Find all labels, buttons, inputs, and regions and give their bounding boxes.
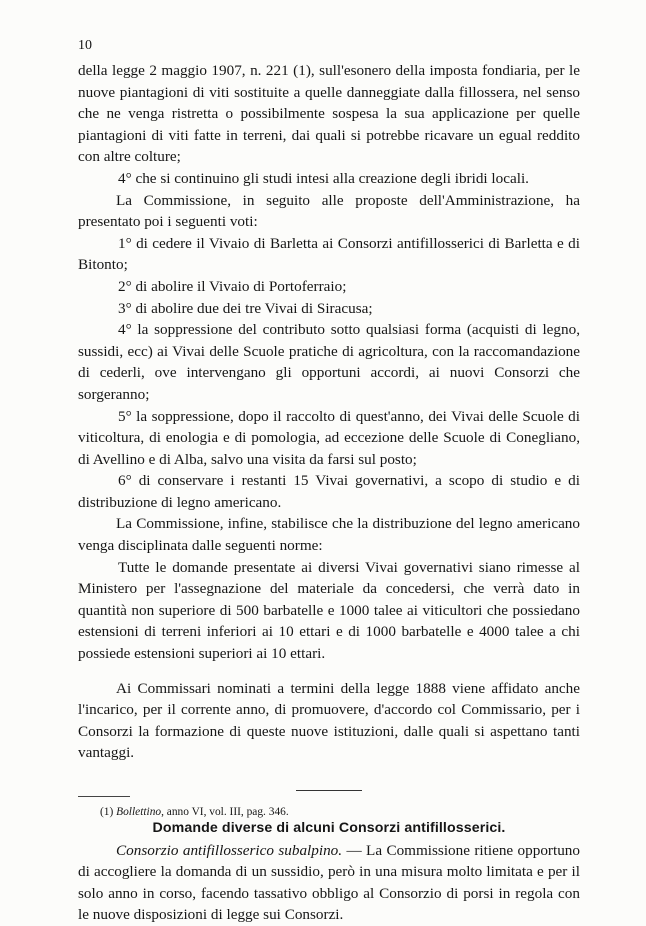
paragraph-commissioners: Ai Commissari nominati a termini della legge 1888 viene affidato anche l'incarico, per il corrente anno, di promuovere, d'accordo col Commissario, per i Consorzi la formazione di queste nuove istituzioni, dalle quali si aspettano tanti vantaggi. xyxy=(78,679,580,762)
page-number: 10 xyxy=(78,38,92,53)
consortium-name: Consorzio antifillosserico subalpino. xyxy=(116,841,343,859)
footnote-marker: (1) xyxy=(100,806,114,818)
section-title: Domande diverse di alcuni Consorzi antifillosserici. xyxy=(152,820,506,836)
vote-item-3: 3° di abolire due dei tre Vivai di Siracusa; xyxy=(118,299,373,317)
vote-item-1: 1° di cedere il Vivaio di Barletta ai Consorzi antifillosserici di Barletta e di Bitonto; xyxy=(78,234,580,274)
footnote-divider xyxy=(78,796,130,797)
paragraph-distribution-rules: La Commissione, infine, stabilisce che la distribuzione del legno americano venga disciplinata dalle seguenti norme: xyxy=(78,515,580,555)
footnote-details: , anno VI, vol. III, pag. 346. xyxy=(161,806,289,818)
vote-item-2: 2° di abolire il Vivaio di Portoferraio; xyxy=(118,277,347,295)
section-divider xyxy=(296,790,362,791)
footnote xyxy=(100,805,289,819)
main-text xyxy=(78,60,580,926)
footnote-source: Bollettino xyxy=(116,806,162,818)
paragraph-tax-exemption: della legge 2 maggio 1907, n. 221 (1), sull'esonero della imposta fondiaria, per le nuove piantagioni di viti sostituite a quelle danneggiate dalla fillossera, nel senso che ne venga ristretta o possibilmente sospesa la sua applicazione per quelle piantagioni di viti fatte in terreni, dai quali si potrebbe ricavare un egual reddito con altre colture; xyxy=(78,62,580,166)
consortium-decision: — La Commissione ritiene opportuno di accogliere la domanda di un sussidio, però in una misura molto limitata e per il solo anno in corso, facendo tassativo obbligo al Consorzio di porsi in regola con le nuove disposizioni di legge sui Consorzi. xyxy=(78,841,580,924)
vote-item-5: 5° la soppressione, dopo il raccolto di quest'anno, dei Vivai delle Scuole di viticoltura, di enologia e di pomologia, ad eccezione delle Scuole di Conegliano, di Avellino e di Alba, salvo una visita da farsi sul posto; xyxy=(78,407,580,468)
paragraph-item-4-studies: 4° che si continuino gli studi intesi alla creazione degli ibridi locali. xyxy=(118,169,529,187)
vote-item-4: 4° la soppressione del contributo sotto qualsiasi forma (acquisti di legno, sussidi, ecc) ai Vivai delle Scuole pratiche di agricoltura, con la raccomandazione di cederli, ove intervengano gli opportuni accordi, ai nuovi Consorzi che sorgeranno; xyxy=(78,321,580,403)
paragraph-subalpine-consortium xyxy=(78,840,580,926)
paragraph-requests-rule: Tutte le domande presentate ai diversi Vivai governativi siano rimesse al Ministero per l'assegnazione del materiale da concedersi, che verrà dato in quantità non superiore di 500 barbatelle e 1000 talee ai viticultori che possiedano estensioni di terreni inferiori ai 10 ettari e di 1000 barbatelle e 4000 talee a chi possiede estensioni superiori ai 10 ettari. xyxy=(78,558,580,663)
paragraph-commission-votes: La Commissione, in seguito alle proposte dell'Amministrazione, ha presentato poi i seguenti voti: xyxy=(78,191,580,231)
vote-item-6: 6° di conservare i restanti 15 Vivai governativi, a scopo di studio e di distribuzione di legno americano. xyxy=(78,472,580,511)
